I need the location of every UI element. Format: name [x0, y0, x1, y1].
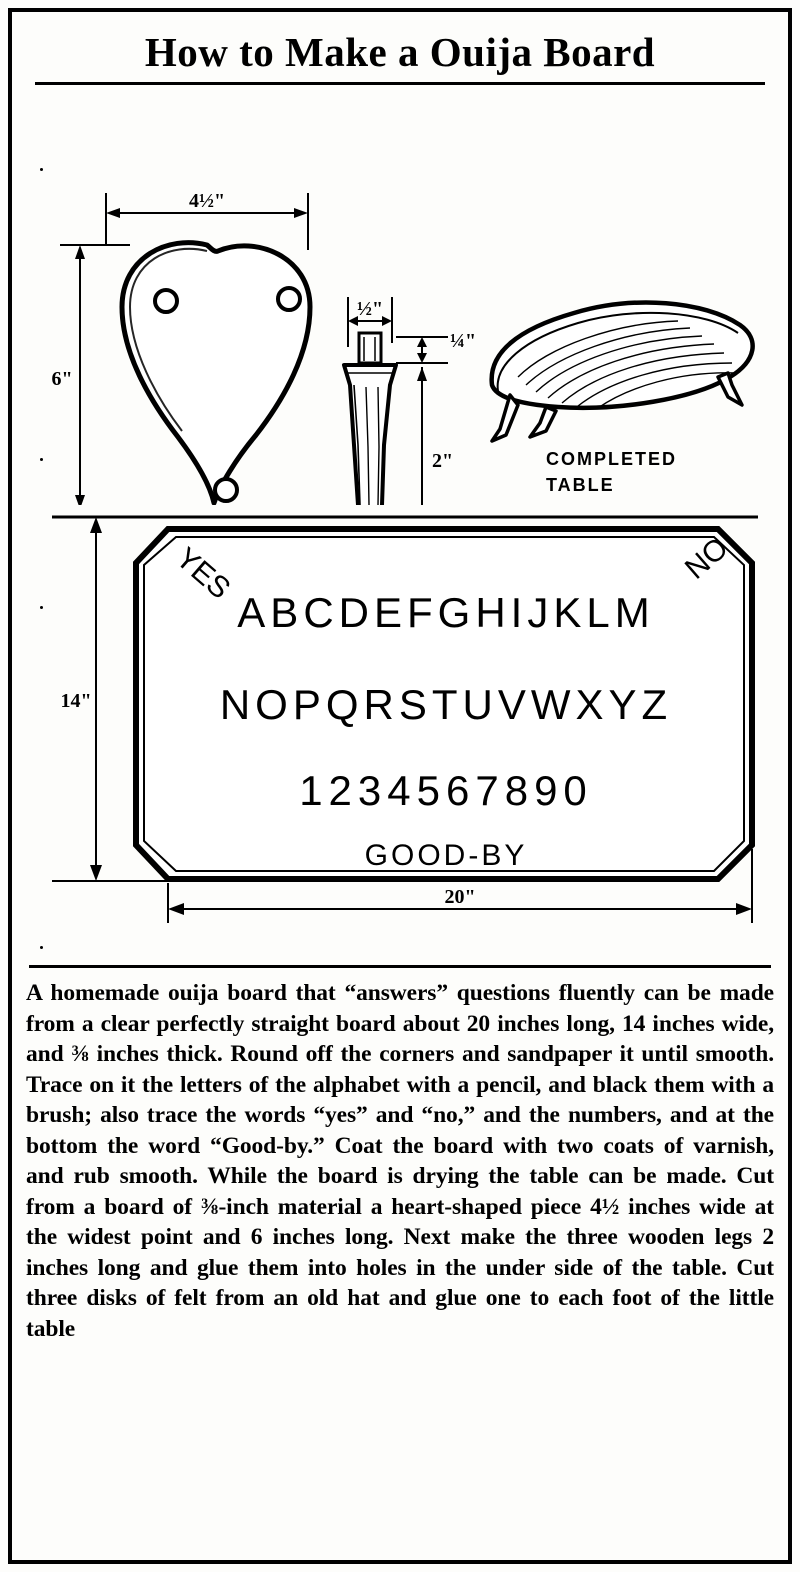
leg-top-width-label: ½": [356, 298, 384, 320]
speck-4: [40, 946, 43, 949]
speck-2: [40, 458, 43, 461]
board-alphabet-row-1: ABCDEFGHIJKLM: [237, 589, 655, 636]
board-yes-label: YES: [169, 541, 237, 606]
completed-table-label-line2: TABLE: [546, 475, 615, 495]
board-numbers: 1234567890: [299, 767, 593, 814]
completed-table-label-line1: COMPLETED: [546, 449, 678, 469]
ouija-board-figure: [18, 505, 782, 965]
leg-length-dimension: [396, 367, 448, 505]
board-width-label: 20": [444, 886, 476, 908]
board-svg: [18, 505, 782, 955]
heart-height-label: 6": [51, 368, 73, 390]
leg-length-label: 2": [432, 450, 454, 472]
completed-table-drawing: [492, 303, 753, 441]
article-paragraph: A homemade ouija board that “answers” questions fluently can be made from a clear perfectly straight board about 20 inches long, 14 inches wide, and ⅜ inches thick. Round off the corners and sandpaper it until smooth. Trace on it the letters of the alphabet with a pencil, and black them with a brush; also trace the words “yes” and “no,” and the numbers, and at the bottom the word “Good-by.” Coat the board with two coats of varnish, and rub smooth. While the board is drying the table can be made. Cut from a board of ⅜-inch material a heart-shaped piece 4½ inches wide at the widest point and 6 inches long. Next make the three wooden legs 2 inches long and glue them into holes in the under side of the table. Cut three disks of felt from an old hat and glue one to each foot of the little table: [26, 980, 774, 1343]
speck-1: [40, 168, 43, 171]
heart-hole-bottom: [215, 479, 237, 501]
leg-thickness-label: ¼": [450, 330, 477, 352]
page-title: How to Make a Ouija Board: [144, 29, 656, 75]
page-content: [18, 16, 782, 1556]
article-body: [18, 968, 782, 1345]
figures-row: [18, 85, 782, 505]
leg-thickness-dimension: [396, 337, 448, 363]
board-goodbye: GOOD-BY: [364, 839, 528, 872]
heart-width-label: 4½": [188, 190, 226, 212]
board-height-label: 14": [60, 690, 92, 712]
heart-hole-left: [155, 290, 177, 312]
board-alphabet-row-2: NOPQRSTUVWXYZ: [219, 681, 673, 728]
heart-piece-outline: [122, 243, 310, 503]
board-no-label: NO: [678, 531, 735, 586]
figures-svg: [18, 85, 782, 505]
heart-hole-right: [278, 288, 300, 310]
speck-3: [40, 606, 43, 609]
leg-drawing: [344, 333, 396, 505]
